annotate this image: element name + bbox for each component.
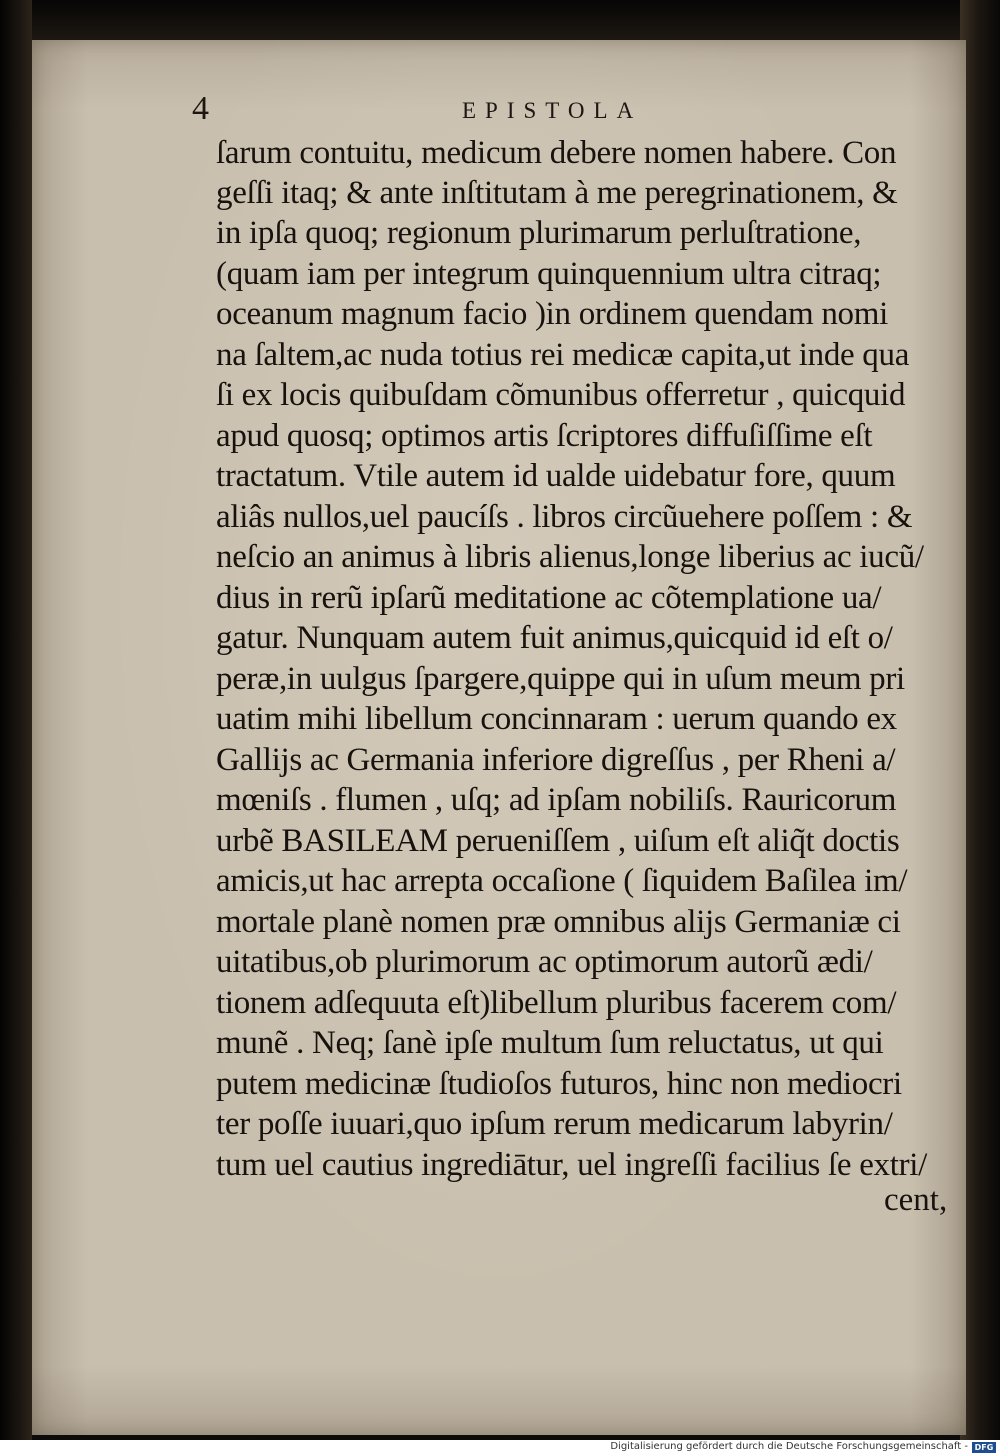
scan-top-edge [0, 0, 1000, 42]
text-line: neſcio an animus à libris alienus,longe liberius ac iucũ/ [216, 539, 924, 575]
scan-right-edge [960, 0, 1000, 1440]
text-line: (quam iam per integrum quinquennium ultra citraq; [216, 256, 882, 292]
text-line: munẽ . Neq; ſanè ipſe multum ſum reluctatus, ut qui [216, 1025, 884, 1061]
text-line: urbẽ BASILEAM perueniſſem , uiſum eſt aliq̃t doctis [216, 823, 900, 859]
scan-left-edge [0, 0, 32, 1440]
text-line: peræ,in uulgus ſpargere,quippe qui in uſum meum pri [216, 661, 905, 697]
text-line: mœniſs . flumen , uſq; ad ipſam nobiliſs. Rauricorum [216, 782, 897, 818]
text-line: ſi ex locis quibuſdam cõmunibus offerretur , quicquid [216, 377, 906, 413]
page-number: 4 [192, 90, 210, 127]
text-line: tum uel cautius ingrediātur, uel ingreſſi facilius ſe extri/ [216, 1147, 928, 1183]
text-line: uitatibus,ob plurimorum ac optimorum autorũ ædi/ [216, 944, 873, 980]
text-line: uatim mihi libellum concinnaram : uerum quando ex [216, 701, 897, 737]
text-line: mortale planè nomen præ omnibus alijs Germaniæ ci [216, 904, 901, 940]
text-line: tractatum. Vtile autem id ualde uidebatur fore, quum [216, 458, 896, 494]
text-line: ſarum contuitu, medicum debere nomen habere. Con [216, 135, 897, 171]
running-head: EPISTOLA [462, 98, 643, 123]
text-line: amicis,ut hac arrepta occaſione ( ſiquidem Baſilea im/ [216, 863, 908, 899]
text-line: na ſaltem,ac nuda totius rei medicæ capita,ut inde qua [216, 337, 910, 373]
text-line: gatur. Nunquam autem fuit animus,quicquid id eſt o/ [216, 620, 893, 656]
text-line: ter poſſe iuuari,quo ipſum rerum medicarum labyrin/ [216, 1106, 893, 1142]
catchword: cent, [884, 1182, 948, 1218]
text-line: dius in rerũ ipſarũ meditatione ac cõtemplatione ua/ [216, 580, 882, 616]
text-line: tionem adſequuta eſt)libellum pluribus facerem com/ [216, 985, 897, 1021]
dfg-logo: DFG [972, 1442, 996, 1453]
text-line: aliâs nullos,uel paucíſs . libros circũuehere poſſem : & [216, 499, 913, 535]
text-line: apud quosq; optimos artis ſcriptores diffuſiſſime eſt [216, 418, 873, 454]
text-line: oceanum magnum facio )in ordinem quendam nomi [216, 296, 888, 332]
text-line: putem medicinæ ſtudioſos futuros, hinc non mediocri [216, 1066, 902, 1102]
text-line: Gallijs ac Germania inferiore digreſſus , per Rheni a/ [216, 742, 896, 778]
funding-notice: Digitalisierung gefördert durch die Deutsche Forschungsgemeinschaft - [610, 1441, 968, 1452]
text-line: geſſi itaq; & ante inſtitutam à me peregrinationem, & [216, 175, 898, 211]
text-line: in ipſa quoq; regionum plurimarum perluſtratione, [216, 215, 862, 251]
